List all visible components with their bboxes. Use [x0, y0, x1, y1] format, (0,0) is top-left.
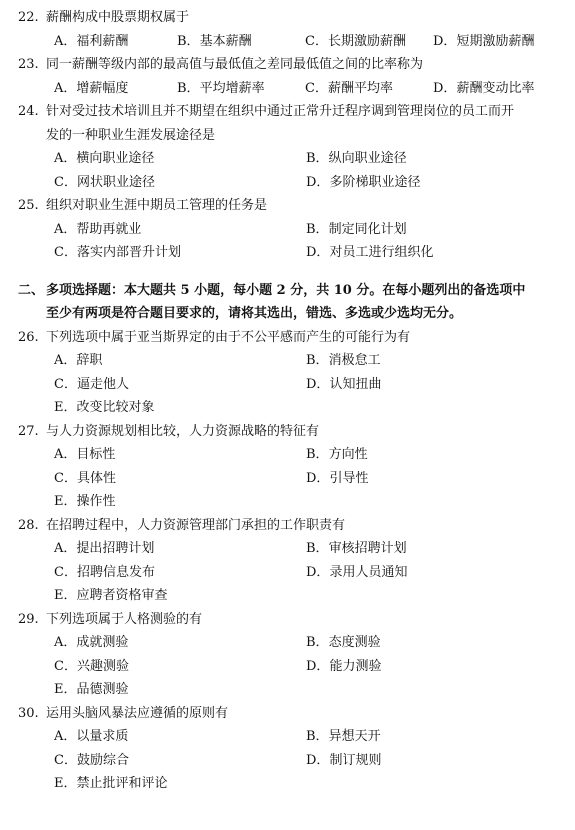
question-number: 22.: [18, 10, 39, 25]
option-c: C．薪酬平均率: [305, 80, 393, 96]
option-d: D．录用人员通知: [306, 564, 408, 580]
option-a: A．提出招聘计划: [54, 541, 155, 556]
option-d: D．对员工进行组织化: [306, 245, 434, 260]
question-stem: 与人力资源规划相比较，人力资源战略的特征有: [46, 423, 320, 439]
section-instructions: 多项选择题：本大题共 5 小题，每小题 2 分，共 10 分。在每小题列出的备选项中: [46, 282, 526, 298]
option-a: A．增薪幅度: [54, 80, 129, 96]
option-b: B．基本薪酬: [177, 33, 252, 49]
option-e: E．禁止批评和评论: [54, 776, 168, 791]
option-a: A．福利薪酬: [54, 33, 129, 49]
option-grid: [18, 147, 557, 194]
question-25: [18, 194, 557, 265]
option-c: C．具体性: [54, 470, 116, 486]
question-26: [18, 326, 557, 420]
section-number: 二、: [18, 282, 45, 298]
option-b: B．态度测验: [306, 635, 381, 650]
option-a: A．横向职业途径: [54, 151, 155, 166]
option-d: D．认知扭曲: [306, 376, 382, 392]
question-stem: 下列选项属于人格测验的有: [46, 611, 203, 627]
option-a: A．目标性: [54, 447, 116, 462]
question-stem: 运用头脑风暴法应遵循的原则有: [46, 705, 229, 721]
option-c: C．鼓励综合: [54, 752, 129, 768]
option-b: B．审核招聘计划: [306, 541, 407, 556]
question-number: 23.: [18, 57, 39, 72]
question-number: 24.: [18, 104, 39, 119]
option-d: D．多阶梯职业途径: [306, 174, 421, 190]
option-grid: [18, 349, 557, 396]
option-c: C．落实内部晋升计划: [54, 245, 181, 260]
option-e: E．品德测验: [54, 682, 129, 697]
option-grid: [18, 725, 557, 772]
option-d: D．短期激励薪酬: [433, 33, 535, 49]
option-c: C．兴趣测验: [54, 658, 129, 674]
option-c: C．逼走他人: [54, 376, 129, 392]
question-number: 28.: [18, 517, 39, 533]
question-number: 25.: [18, 198, 39, 213]
section-instructions-continued: 至少有两项是符合题目要求的，请将其选出，错选、多选或少选均无分。: [46, 306, 463, 321]
question-stem: 组织对职业生涯中期员工管理的任务是: [46, 198, 268, 213]
section-heading: [18, 279, 557, 326]
question-30: [18, 702, 557, 796]
option-grid: [18, 537, 557, 584]
question-number: 26.: [18, 329, 39, 345]
question-27: [18, 420, 557, 514]
question-23: [18, 53, 557, 100]
question-stem: 薪酬构成中股票期权属于: [46, 10, 190, 25]
option-a: A．辞职: [54, 353, 103, 368]
option-d: D．引导性: [306, 470, 369, 486]
question-29: [18, 608, 557, 702]
option-a: A．成就测验: [54, 635, 129, 650]
option-c: C．长期激励薪酬: [305, 33, 406, 49]
question-stem: 下列选项中属于亚当斯界定的由于不公平感而产生的可能行为有: [46, 329, 411, 345]
question-22: [18, 6, 557, 53]
option-d: D．薪酬变动比率: [433, 80, 535, 96]
option-row: [18, 30, 557, 54]
option-grid: [18, 443, 557, 490]
question-stem: 针对受过技术培训且并不期望在组织中通过正常升迁程序调到管理岗位的员工而开: [46, 104, 515, 119]
option-e: E．改变比较对象: [54, 400, 155, 415]
option-d: D．能力测验: [306, 658, 382, 674]
question-number: 29.: [18, 611, 39, 627]
option-a: A．帮助再就业: [54, 221, 142, 237]
question-28: [18, 514, 557, 608]
question-stem: 同一薪酬等级内部的最高值与最低值之差同最低值之间的比率称为: [46, 57, 424, 72]
option-e: E．操作性: [54, 494, 116, 509]
option-d: D．制订规则: [306, 752, 382, 768]
option-b: B．制定同化计划: [306, 221, 407, 237]
option-b: B．平均增薪率: [177, 80, 265, 96]
option-e: E．应聘者资格审查: [54, 588, 168, 603]
option-b: B．方向性: [306, 447, 368, 462]
option-grid: [18, 218, 557, 265]
option-b: B．消极怠工: [306, 353, 381, 368]
option-grid: [18, 631, 557, 678]
question-24: [18, 100, 557, 194]
option-c: C．招聘信息发布: [54, 564, 155, 580]
question-stem: 在招聘过程中，人力资源管理部门承担的工作职责有: [46, 517, 346, 533]
question-stem-continued: 发的一种职业生涯发展途径是: [46, 127, 216, 143]
option-row: [18, 77, 557, 101]
option-b: B．纵向职业途径: [306, 151, 407, 166]
option-a: A．以量求质: [54, 729, 129, 744]
option-b: B．异想天开: [306, 729, 381, 744]
question-number: 30.: [18, 705, 39, 721]
option-c: C．网状职业途径: [54, 174, 155, 190]
question-number: 27.: [18, 423, 39, 439]
